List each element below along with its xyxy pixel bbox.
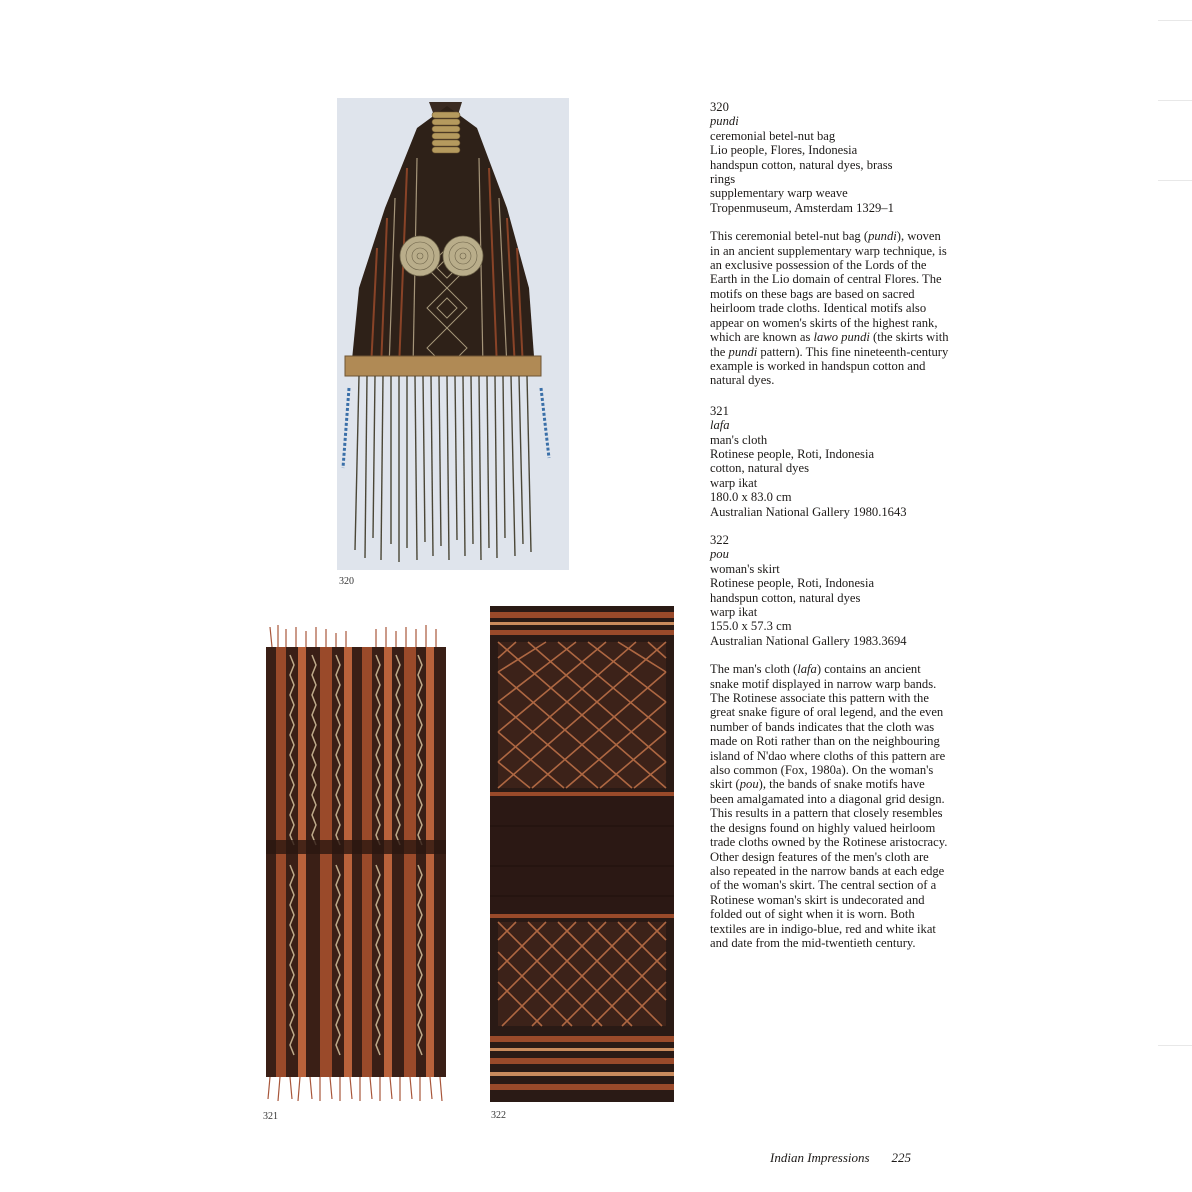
page-number: 225	[891, 1150, 912, 1165]
entry-number: 320	[710, 100, 729, 114]
entry-line: cotton, natural dyes	[710, 461, 809, 476]
running-title: Indian Impressions	[770, 1150, 870, 1165]
entry-line: 180.0 x 83.0 cm	[710, 490, 792, 505]
entry-line: warp ikat	[710, 605, 758, 619]
entry-line: ceremonial betel-nut bag	[710, 128, 836, 143]
entry-322	[710, 533, 950, 648]
entry-name: pou	[710, 547, 729, 562]
description-paragraph-1: This ceremonial betel-nut bag (pundi), woven in an ancient supplementary warp technique, is an exclusive possession of the Lords of the Earth in the Lio domain of central Flores. The motifs on these bags are based on sacred heirloom trade cloths. Identical motifs also appear on women's skirts of the highest rank, which are known as lawo pundi (the skirts with the pundi pattern). This fine nineteenth-century example is worked in handspun cotton and natural dyes.	[710, 229, 949, 388]
entry-line: handspun cotton, natural dyes, brass	[710, 157, 893, 172]
scan-edge-mark	[1158, 1045, 1192, 1046]
entry-line: Australian National Gallery 1983.3694	[710, 633, 907, 648]
entry-line: man's cloth	[710, 432, 768, 447]
figure-322-womans-skirt	[490, 606, 674, 1102]
scan-edge-mark	[1158, 180, 1192, 181]
text-column	[710, 100, 950, 966]
entry-line: 155.0 x 57.3 cm	[710, 619, 792, 634]
entry-line: supplementary warp weave	[710, 186, 848, 201]
page-footer	[770, 1150, 911, 1166]
figure-320-betel-nut-bag	[337, 98, 569, 570]
figure-321-label: 321	[263, 1111, 278, 1122]
entry-number: 322	[710, 532, 729, 547]
entry-line: warp ikat	[710, 475, 758, 490]
entry-name: pundi	[710, 114, 739, 129]
figure-320-label: 320	[339, 576, 354, 587]
entry-line: Australian National Gallery 1980.1643	[710, 504, 907, 519]
entry-320	[710, 100, 950, 215]
scan-edge-mark	[1158, 100, 1192, 101]
entry-line: woman's skirt	[710, 561, 780, 576]
figure-322-label: 322	[491, 1110, 506, 1121]
entry-name: lafa	[710, 418, 730, 433]
entry-line: handspun cotton, natural dyes	[710, 590, 861, 605]
entry-line: Rotinese people, Roti, Indonesia	[710, 576, 875, 591]
entry-line: rings	[710, 172, 736, 187]
scan-edge-mark	[1158, 20, 1192, 21]
entry-line: Lio people, Flores, Indonesia	[710, 143, 858, 158]
entry-321	[710, 404, 950, 519]
figure-321-mans-cloth	[262, 625, 450, 1103]
entry-number: 321	[710, 403, 729, 418]
entry-line: Tropenmuseum, Amsterdam 1329–1	[710, 200, 894, 215]
entry-line: Rotinese people, Roti, Indonesia	[710, 446, 875, 461]
description-paragraph-2: The man's cloth (lafa) contains an ancient snake motif displayed in narrow warp bands. The Rotinese associate this pattern with the great snake figure of oral legend, and the even number of bands indicates that the cloth was made on Roti rather than on the neighbouring island of N'dao where cloths of this pattern are also common (Fox, 1980a). On the woman's skirt (pou), the bands of snake motifs have been amalgamated into a diagonal grid design. This results in a pattern that closely resembles the designs found on highly valued heirloom trade cloths owned by the Rotinese aristocracy. Other design features of the men's cloth are also repeated in the narrow bands at each edge of the woman's skirt. The central section of a Rotinese woman's skirt is undecorated and folded out of sight when it is worn. Both textiles are in indigo-blue, red and white ikat and date from the mid-twentieth century.	[710, 662, 948, 950]
